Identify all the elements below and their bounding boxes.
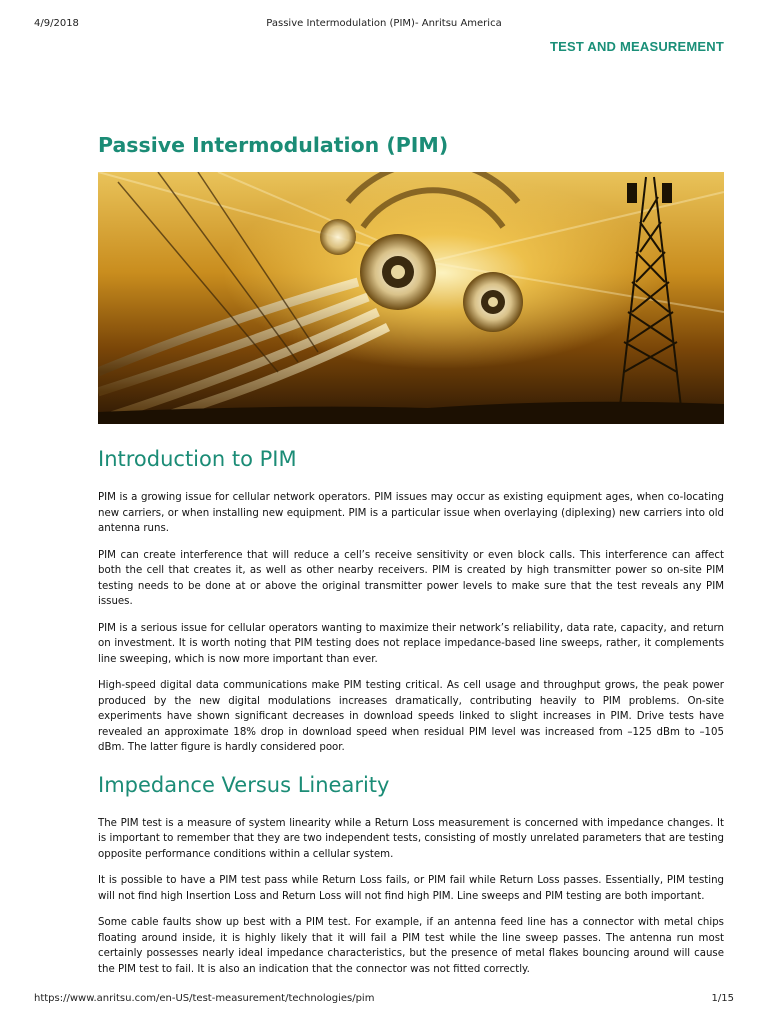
print-date: 4/9/2018 [34, 18, 79, 29]
hero-illustration [98, 172, 724, 424]
section-heading-introduction: Introduction to PIM [98, 447, 297, 471]
paragraph: High-speed digital data communications make PIM testing critical. As cell usage and throughput grows, the peak power produced by the new digital modulations increases dramatically, contributing heavily to PIM problems. On-site experiments have shown significant decreases in download speeds linked to slight increases in PIM. Drive tests have revealed an approximate 18% drop in download speed when residual PIM level was increased from –125 dBm to –105 dBm. The latter figure is hardly considered poor. [98, 680, 724, 753]
paragraph: PIM is a serious issue for cellular operators wanting to maximize their network’s reliability, data rate, capacity, and return on investment. It is worth noting that PIM testing does not replace impedance-based line sweeps, rather, it complements line sweeping, which is now more important than ever. [98, 622, 724, 665]
paragraph: PIM is a growing issue for cellular network operators. PIM issues may occur as existing equipment ages, when co-locating new carriers, or when installing new equipment. PIM is a particular issue when overlaying (diplexing) new carriers into old antenna runs. [98, 492, 724, 534]
paragraph: The PIM test is a measure of system linearity while a Return Loss measurement is concerned with impedance changes. It is important to remember that they are two independent tests, consisting of mostly unrelated parameters that are testing opposite performance conditions within a cellular system. [98, 817, 724, 860]
paragraph: PIM can create interference that will reduce a cell’s receive sensitivity or even block calls. This interference can affect both the cell that creates it, as well as other nearby receivers. PIM is created by high transmitter power so on-site PIM testing needs to be done at or above the original transmitter power levels to make sure that the test reveals any PIM issues. [98, 549, 724, 607]
main-content [98, 128, 724, 988]
page-title: Passive Intermodulation (PIM) [98, 133, 449, 157]
site-section-link[interactable]: TEST AND MEASUREMENT [550, 39, 724, 54]
section-heading-impedance: Impedance Versus Linearity [98, 772, 390, 797]
paragraph: Some cable faults show up best with a PIM test. For example, if an antenna feed line has a connector with metal chips floating around inside, it is highly likely that it will fail a PIM test while the line sweep passes. The antenna run most certainly possesses nearly ideal impedance characteristics, but the presence of metal flakes bouncing around will cause the PIM test to fail. It is also an indication that the connector was not fitted correctly. [98, 917, 724, 975]
print-page-title: Passive Intermodulation (PIM)- Anritsu America [266, 18, 502, 29]
page-number: 1/15 [711, 993, 734, 1004]
hero-image [98, 172, 724, 424]
paragraph: It is possible to have a PIM test pass while Return Loss fails, or PIM fail while Return Loss passes. Essentially, PIM testing will not find high Insertion Loss and Return Loss will not find high PIM. Line sweeps and PIM testing are both important. [98, 875, 724, 902]
print-url[interactable]: https://www.anritsu.com/en-US/test-measurement/technologies/pim [34, 993, 375, 1004]
